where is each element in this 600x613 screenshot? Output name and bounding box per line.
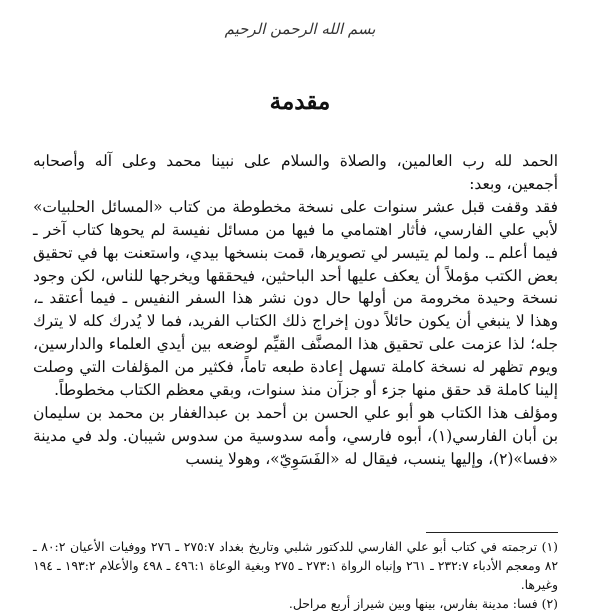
paragraph-manuscript: فقد وقفت قبل عشر سنوات على نسخة مخطوطة من كتاب «المسائل الحلبيات» لأبي علي الفارسي، فأثار اهتمامي ما فيها من مسائل نفيسة لم يحوها كتاب آخر ـ فيما أعلم ـ. ولما لم يتيسر لي تصويرها، قمت بنسخها بيدي، واستعنت بها في تحقيق بعض الكتب مؤملاً أن يعكف عليها أحد الباحثين، فيحققها ويخرجها للناس، لكن وجود نسخة وحيدة مخرومة من أولها حال دون نشر هذا السفر النفيس ـ فيما أعتقد ـ، وهذا لا ينبغي أن يكون حائلاً دون إخراج ذلك الكتاب الفريد، فما لا يُدرك كله لا يترك جله؛ لذا عزمت على تحقيق هذا المصنَّف القيِّم لوضعه بين أيدي العلماء والدارسين، ويوم تظهر له نسخة كاملة تسهل إعادة طبعه تاماً، فكثير من المؤلفات التي وصلت إلينا كاملة قد حقق منها جزء أو جزآن منذ سنوات، وبقي معظم الكتاب مخطوطاً.	[33, 197, 558, 400]
basmala-header: بسم الله الرحمن الرحيم	[224, 20, 376, 38]
paragraph-opening: الحمد لله رب العالمين، والصلاة والسلام على نبينا محمد وعلى آله وأصحابه أجمعين، وبعد:	[33, 152, 558, 193]
footnote-1: (١) ترجمته في كتاب أبو علي الفارسي للدكتور شلبي وتاريخ بغداد ٢٧٥:٧ ـ ٢٧٦ ووفيات الأعيان ٨٠:٢ ـ ٨٢ ومعجم الأدباء ٢٣٢:٧ ـ ٢٦١ وإنباه الرواة ٢٧٣:١ ـ ٢٧٥ وبغية الوعاة ٤٩٦:١ ـ ٤٩٨ والأعلام ١٩٣:٢ ـ ١٩٤ وغيرها.	[33, 539, 558, 592]
main-text	[33, 150, 558, 471]
footnote-divider	[426, 532, 558, 533]
page-title: مقدمة	[269, 88, 331, 115]
footnote-2: (٢) فسا: مدينة بفارس، بينها وبين شيراز أربع مراحل.	[288, 596, 558, 611]
paragraph-author: ومؤلف هذا الكتاب هو أبو علي الحسن بن أحمد بن عبدالغفار بن محمد بن سليمان بن أبان الفارسي(١)، أبوه فارسي، وأمه سدوسية من سدوس شيبان. ولد في مدينة «فسا»(٢)، وإليها ينسب، فيقال له «الفَسَوِيّ»، وهولا ينسب	[33, 403, 559, 468]
footnotes	[33, 537, 558, 613]
